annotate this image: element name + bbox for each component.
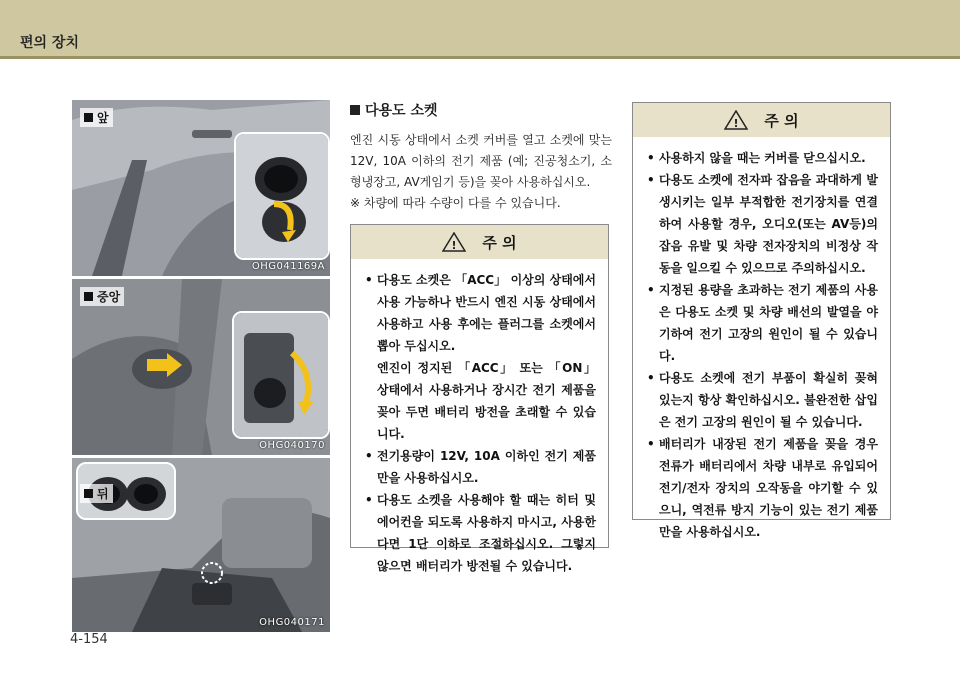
caution-item: • 사용하지 않을 때는 커버를 닫으십시오.	[659, 147, 878, 169]
caution-list	[633, 137, 890, 553]
square-bullet-icon	[84, 113, 93, 122]
square-bullet-icon	[350, 105, 360, 115]
square-bullet-icon	[84, 292, 93, 301]
caution-item: • 다용도 소켓을 사용해야 할 때는 히터 및 에어컨을 되도록 사용하지 마시고, 사용한 다면 1단 이하로 조절하십시오. 그렇지 않으면 배터리가 방전될 수 있습니다.	[377, 489, 596, 577]
caution-header	[351, 225, 608, 259]
svg-text:!: !	[451, 239, 457, 252]
header-band	[0, 0, 960, 56]
caution-item: • 다용도 소켓은 「ACC」 이상의 상태에서 사용 가능하나 반드시 엔진 시동 상태에서 사용하고 사용 후에는 플러그를 소켓에서 뽑아 두십시오.	[377, 269, 596, 357]
warning-triangle-icon	[442, 232, 466, 252]
caution-header	[633, 103, 890, 137]
caution-title: 주 의	[482, 233, 517, 252]
warning-triangle-icon	[724, 110, 748, 130]
page-number: 4-154	[70, 632, 108, 647]
caution-box-1	[350, 224, 609, 573]
section-body: 엔진 시동 상태에서 소켓 커버를 열고 소켓에 맞는 12V, 10A 이하의 전기 제품 (예; 진공청소기, 소형냉장고, AV게임기 등)을 꽂아 사용하십시오.	[350, 133, 612, 189]
caution-item: 엔진이 정지된 「ACC」 또는 「ON」 상태에서 사용하거나 장시간 전기 제품을 꽂아 두면 배터리 방전을 초래할 수 있습니다.	[377, 361, 596, 441]
caution-item: • 다용도 소켓에 전기 부품이 확실히 꽂혀 있는지 항상 확인하십시오. 불완전한 삽입은 전기 고장의 원인이 될 수 있습니다.	[659, 367, 878, 433]
image-code-center: OHG040170	[259, 440, 325, 451]
socket-closeup-center	[234, 313, 328, 437]
photo-label-rear: 뒤	[80, 484, 113, 503]
header-rule	[0, 56, 960, 59]
socket-inset-center	[232, 311, 330, 439]
square-bullet-icon	[84, 489, 93, 498]
caution-list	[351, 259, 608, 587]
caution-item: • 전기용량이 12V, 10A 이하인 전기 제품만을 사용하십시오.	[377, 445, 596, 489]
photo-rear	[72, 458, 330, 632]
multi-socket-section	[350, 100, 612, 214]
caution-item: • 지정된 용량을 초과하는 전기 제품의 사용은 다용도 소켓 및 차량 배선의 발열을 야기하여 전기 고장의 원인이 될 수 있습니다.	[659, 279, 878, 367]
image-code-rear: OHG040171	[259, 617, 325, 628]
chapter-title: 편의 장치	[20, 35, 79, 51]
section-note: ※ 차량에 따라 수량이 다를 수 있습니다.	[350, 196, 561, 210]
photo-center	[72, 279, 330, 455]
photo-label-front: 앞	[80, 108, 113, 127]
photo-front	[72, 100, 330, 276]
caution-box-2	[632, 102, 891, 539]
caution-title: 주 의	[764, 111, 799, 130]
caution-item: • 다용도 소켓에 전자파 잡음을 과대하게 발생시키는 일부 부적합한 전기장치를 연결하여 사용할 경우, 오디오(또는 AV등)의 잡음 유발 및 차량 전자장치의 비정상 작동을 일으킬 수 있으므로 주의하십시오.	[659, 169, 878, 279]
caution-item: • 배터리가 내장된 전기 제품을 꽂을 경우 전류가 배터리에서 차량 내부로 유입되어 전기/전자 장치의 오작동을 야기할 수 있으니, 역전류 방지 기능이 있는 전기 제품만을 사용하십시오.	[659, 433, 878, 543]
svg-text:!: !	[733, 117, 739, 130]
section-heading: 다용도 소켓	[350, 100, 612, 120]
socket-inset-front	[234, 132, 330, 260]
photo-label-center: 중앙	[80, 287, 124, 306]
socket-closeup-front	[236, 134, 328, 258]
image-code-front: OHG041169A	[251, 261, 325, 272]
